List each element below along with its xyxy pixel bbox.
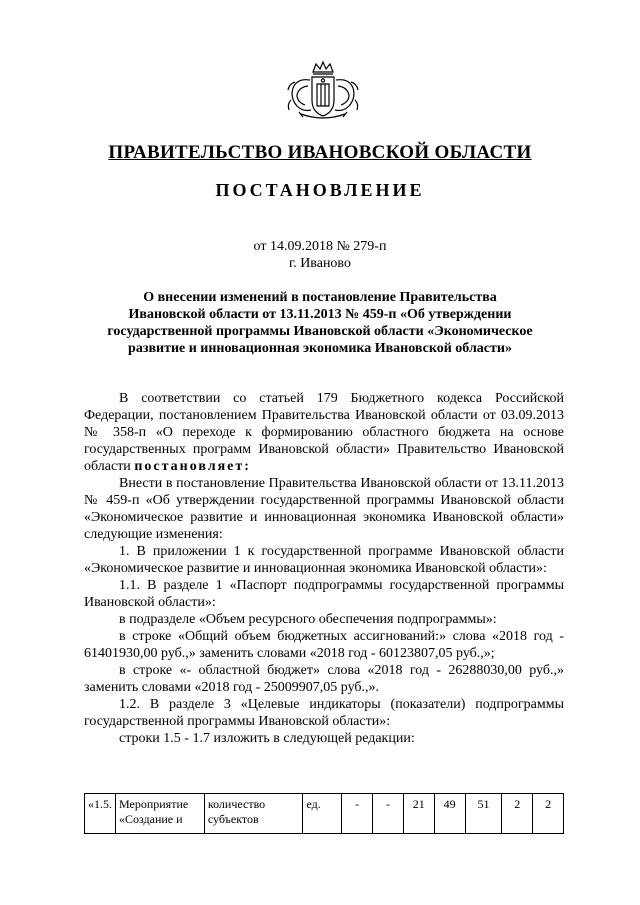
document-body — [84, 390, 564, 747]
subject-line: развитие и инновационная экономика Ивановской области» — [128, 341, 512, 356]
date-number: от 14.09.2018 № 279-п — [253, 239, 387, 254]
paragraph: в строке «Общий объем бюджетных ассигнований:» слова «2018 год - 61401930,00 руб.,» заменить словами «2018 год - 60123807,05 руб.,»; — [84, 629, 564, 661]
cell-value: - — [373, 794, 404, 834]
paragraph: 1.1. В разделе 1 «Паспорт подпрограммы государственной программы Ивановской области»: — [84, 578, 564, 610]
paragraph: строки 1.5 - 1.7 изложить в следующей редакции: — [119, 731, 415, 746]
government-title: ПРАВИТЕЛЬСТВО ИВАНОВСКОЙ ОБЛАСТИ — [108, 142, 532, 163]
document-subject — [80, 289, 560, 357]
cell-indicator: количество субъектов — [204, 794, 303, 834]
cell-value: 2 — [502, 794, 533, 834]
city: г. Иваново — [289, 256, 351, 271]
paragraph: Внести в постановление Правительства Ивановской области от 13.11.2013 № 459-п «Об утверждении государственной программы Ивановской области «Экономическое развитие и инновационная экономика Ивановской области» следующие изменения: — [84, 476, 564, 542]
subject-line: О внесении изменений в постановление Правительства — [143, 290, 497, 305]
indicators-table — [84, 793, 564, 834]
paragraph: 1.2. В разделе 3 «Целевые индикаторы (показатели) подпрограммы государственной программы Ивановской области»: — [84, 697, 564, 729]
cell-value: 51 — [465, 794, 502, 834]
subject-line: государственной программы Ивановской области «Экономическое — [107, 324, 533, 339]
document-meta — [0, 238, 640, 272]
cell-value: - — [342, 794, 373, 834]
cell-value: 49 — [434, 794, 465, 834]
cell-value: 2 — [533, 794, 564, 834]
paragraph: в строке «- областной бюджет» слова «2018 год - 26288030,00 руб.,» заменить словами «2018 год - 25009907,05 руб.,». — [84, 663, 564, 695]
paragraph: в подразделе «Объем ресурсного обеспечения подпрограммы»: — [119, 612, 497, 627]
cell-event: Мероприятие «Создание и — [116, 794, 205, 834]
decree-word: постановляет: — [134, 459, 251, 474]
paragraph-text: В соответствии со статьей 179 Бюджетного кодекса Российской Федерации, постановлением Правительства Ивановской области от 03.09.2013 № 358-п «О переходе к формированию областного бюджета на основе государственных программ Ивановской области» Правительство Ивановской области — [84, 391, 564, 474]
paragraph — [84, 390, 564, 475]
document-type: ПОСТАНОВЛЕНИЕ — [215, 180, 425, 200]
table-row — [85, 794, 564, 834]
cell-unit: ед. — [303, 794, 342, 834]
cell-value: 21 — [403, 794, 434, 834]
cell-number: «1.5. — [85, 794, 116, 834]
coat-of-arms-icon — [285, 60, 361, 122]
subject-line: Ивановской области от 13.11.2013 № 459-п «Об утверждении — [128, 307, 512, 322]
paragraph: 1. В приложении 1 к государственной программе Ивановской области «Экономическое развитие и инновационная экономика Ивановской области»: — [84, 544, 564, 576]
